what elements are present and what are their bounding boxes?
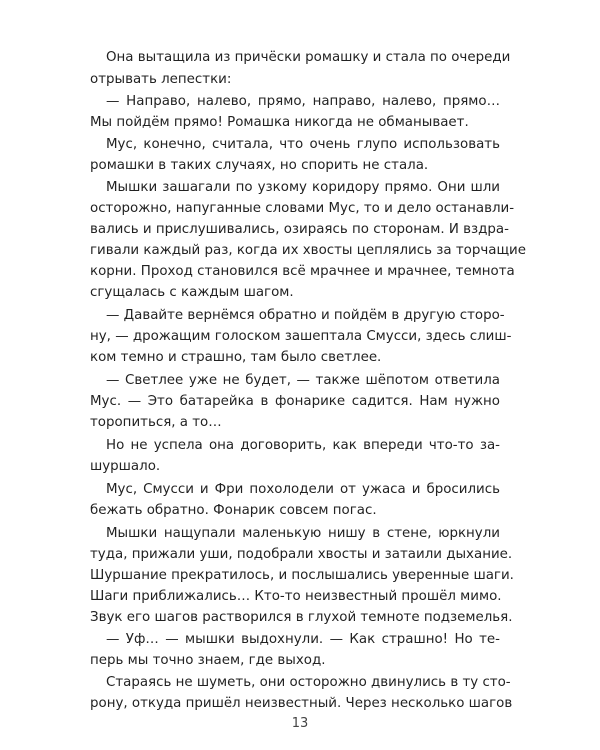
text-line: Мус, Смусси и Фри похолодели от ужаса и бросились xyxy=(106,482,500,497)
text-line: Мышки зашагали по узкому коридору прямо. Они шли xyxy=(106,180,500,195)
text-line: Шаги приближались… Кто-то неизвестный прошёл мимо. xyxy=(90,589,502,604)
text-line: Но не успела она договорить, как впереди что-то за- xyxy=(106,438,500,453)
text-line: торопиться, а то… xyxy=(90,415,222,430)
text-line: Мус. — Это батарейка в фонарике садится. Нам нужно xyxy=(90,394,500,409)
text-line: — Уф… — мышки выдохнули. — Как страшно! Но те- xyxy=(106,632,500,647)
text-line: бежать обратно. Фонарик совсем погас. xyxy=(90,503,377,518)
text-line: Мы пойдём прямо! Ромашка никогда не обманывает. xyxy=(90,115,469,130)
text-line: Звук его шагов растворился в глухой темноте подземелья. xyxy=(90,610,513,625)
text-line: Мышки нащупали маленькую нишу в стене, юркнули xyxy=(106,526,500,541)
text-line: — Светлее уже не будет, — также шёпотом ответила xyxy=(106,373,500,388)
text-line: туда, прижали уши, подобрали хвосты и затаили дыхание. xyxy=(90,547,513,562)
text-line: ромашки в таких случаях, но спорить не стала. xyxy=(90,158,429,173)
text-line: осторожно, напуганные словами Мус, то и дело останавли- xyxy=(90,201,515,216)
text-line: корни. Проход становился всё мрачнее и мрачнее, темнота xyxy=(90,264,515,279)
text-line: вались и прислушивались, озираясь по сторонам. И вздра- xyxy=(90,222,509,237)
text-line: сгущалась с каждым шагом. xyxy=(90,285,294,300)
text-line: ком темно и страшно, там было светлее. xyxy=(90,350,382,365)
text-line: шуршало. xyxy=(90,459,161,474)
text-line: — Направо, налево, прямо, направо, налево, прямо… xyxy=(106,94,500,109)
text-line: отрывать лепестки: xyxy=(90,72,232,87)
text-line: Шуршание прекратилось, и послышались уверенные шаги. xyxy=(90,568,514,583)
text-line: гивали каждый раз, когда их хвосты цеплялись за торчащие xyxy=(90,243,526,258)
text-line: Она вытащила из причёски ромашку и стала по очереди xyxy=(106,50,511,65)
page-number: 13 xyxy=(291,716,309,731)
text-line: Стараясь не шуметь, они осторожно двинулись в ту сто- xyxy=(106,675,511,690)
text-line: перь мы точно знаем, где выход. xyxy=(90,653,326,668)
text-line: рону, откуда пришёл неизвестный. Через несколько шагов xyxy=(90,696,513,711)
text-line: ну, — дрожащим голоском зашептала Смусси, здесь слиш- xyxy=(90,329,512,344)
text-line: — Давайте вернёмся обратно и пойдём в другую сторо- xyxy=(106,308,505,323)
text-line: Мус, конечно, считала, что очень глупо использовать xyxy=(106,137,500,152)
